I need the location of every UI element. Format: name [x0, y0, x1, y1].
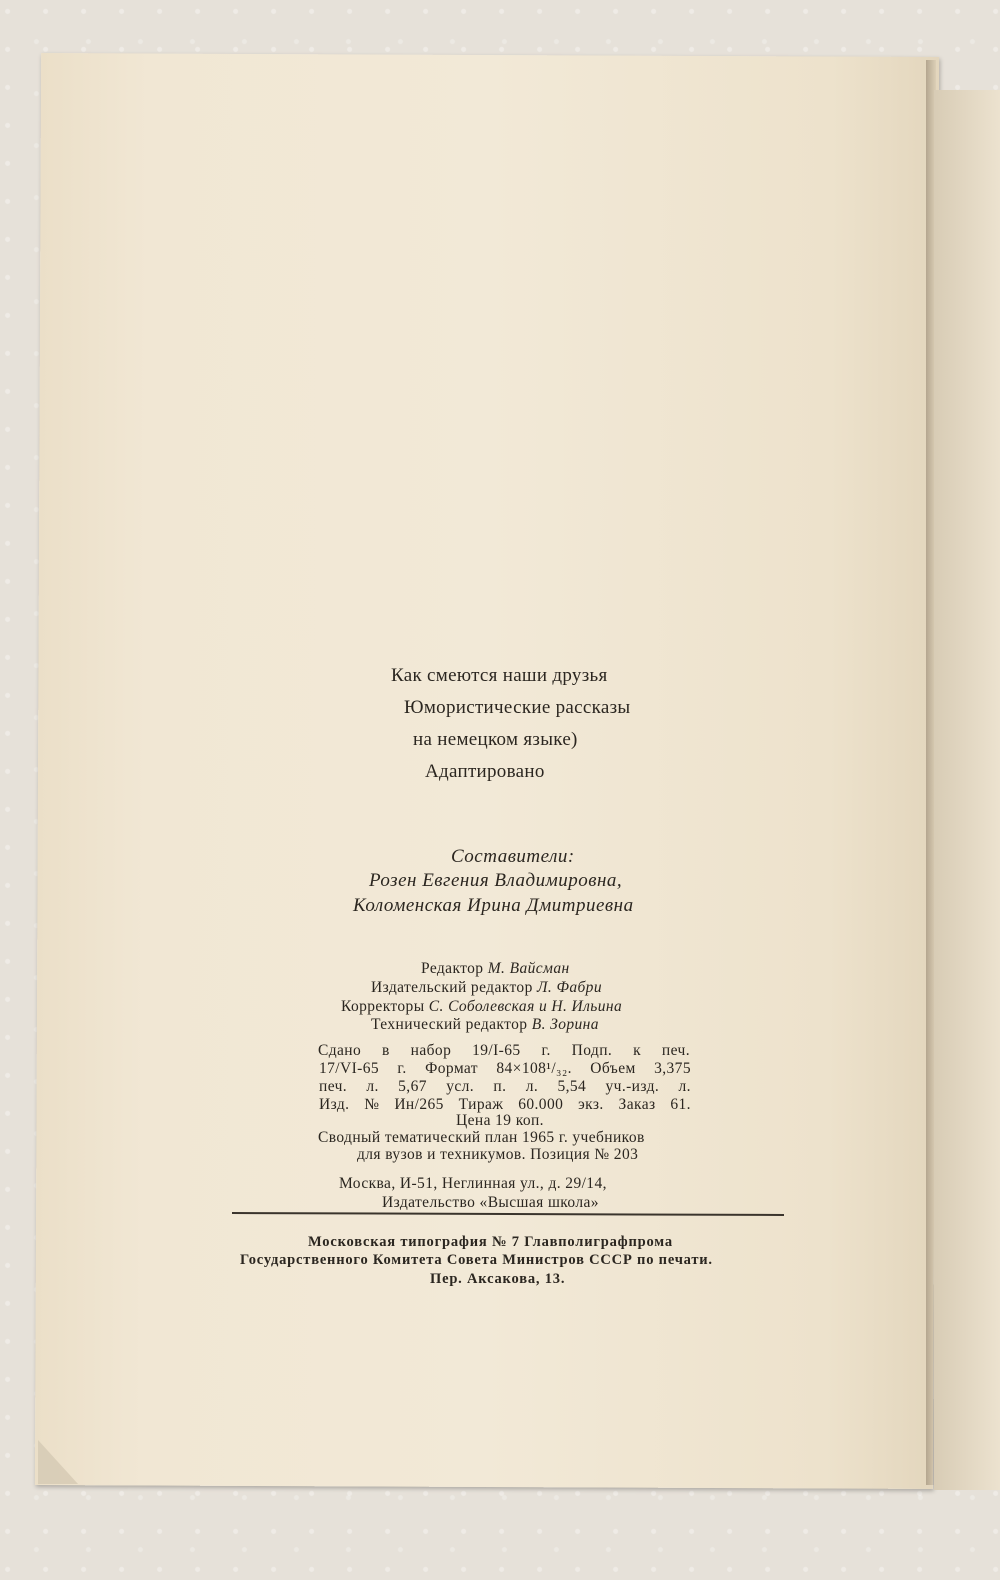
imprint-line: [319, 1060, 691, 1078]
imprint-word: 84×108¹/₃₂.: [496, 1060, 572, 1077]
imprint-word: л.: [525, 1078, 539, 1095]
imprint-word: печ.: [661, 1042, 690, 1059]
imprint-word: Изд.: [319, 1096, 350, 1113]
compiler-name: Розен Евгения Владимировна,: [369, 870, 623, 891]
imprint-word: 61.: [670, 1096, 691, 1113]
imprint-word: усл.: [446, 1078, 475, 1095]
printer-line: Московская типография № 7 Главполиграфпрома: [308, 1234, 673, 1250]
credit-line: [371, 1016, 599, 1034]
credit-role: Редактор: [421, 960, 484, 977]
imprint-word: Формат: [425, 1060, 478, 1077]
imprint-word: Тираж: [458, 1096, 504, 1113]
imprint-word: Сдано: [318, 1042, 362, 1059]
book-title: Как смеются наши друзья: [391, 665, 608, 686]
credit-role: Издательский редактор: [371, 979, 533, 996]
credit-role: Технический редактор: [371, 1016, 528, 1033]
language-note: на немецком языке): [413, 729, 578, 750]
imprint-word: л.: [678, 1078, 691, 1095]
credit-role: Корректоры: [341, 998, 425, 1015]
imprint-word: Заказ: [618, 1096, 656, 1113]
imprint-word: Подп.: [571, 1042, 613, 1059]
imprint-word: г.: [397, 1060, 407, 1077]
plan-line: Сводный тематический план 1965 г. учебников: [318, 1129, 645, 1146]
imprint-word: л.: [366, 1078, 379, 1095]
price: Цена 19 коп.: [456, 1112, 544, 1129]
compilers-heading: Составители:: [451, 846, 575, 867]
imprint-line: [319, 1078, 691, 1096]
credit-name: В. Зорина: [531, 1016, 599, 1033]
credit-name: Л. Фабри: [537, 979, 602, 996]
imprint-word: 3,375: [654, 1060, 691, 1077]
imprint-line: [318, 1042, 690, 1060]
publisher-address: Москва, И-51, Неглинная ул., д. 29/14,: [339, 1175, 607, 1192]
compiler-name: Коломенская Ирина Дмитриевна: [353, 895, 634, 916]
imprint-word: 17/VI-65: [319, 1060, 380, 1077]
credit-name: С. Соболевская и Н. Ильина: [428, 998, 623, 1015]
printer-address: Пер. Аксакова, 13.: [430, 1271, 566, 1287]
imprint-word: 60.000: [518, 1096, 564, 1113]
imprint-word: п.: [493, 1078, 507, 1095]
imprint-word: Ин/265: [394, 1096, 444, 1113]
imprint-word: к: [633, 1042, 642, 1059]
credit-line: [341, 998, 622, 1016]
adapted-note: Адаптировано: [425, 761, 545, 782]
credit-name: М. Вайсман: [487, 960, 570, 977]
imprint-word: в: [382, 1042, 390, 1059]
plan-line: для вузов и техникумов. Позиция № 203: [357, 1146, 639, 1163]
imprint-word: №: [364, 1096, 380, 1113]
imprint-word: Объем: [590, 1060, 636, 1077]
imprint-word: уч.-изд.: [605, 1078, 660, 1095]
book-subtitle: Юмористические рассказы: [404, 697, 631, 718]
facing-page-edge: [934, 90, 1000, 1490]
imprint-word: 5,67: [398, 1078, 427, 1095]
imprint-word: г.: [541, 1042, 551, 1059]
imprint-word: набор: [410, 1042, 452, 1059]
printer-line: Государственного Комитета Совета Министров СССР по печати.: [240, 1252, 713, 1268]
publisher-name: Издательство «Высшая школа»: [382, 1194, 599, 1211]
credit-line: [371, 979, 602, 997]
credit-line: [421, 960, 570, 978]
imprint-word: экз.: [578, 1096, 604, 1113]
imprint-word: 5,54: [557, 1078, 587, 1095]
imprint-word: 19/I-65: [472, 1042, 521, 1059]
imprint-word: печ.: [319, 1078, 348, 1095]
